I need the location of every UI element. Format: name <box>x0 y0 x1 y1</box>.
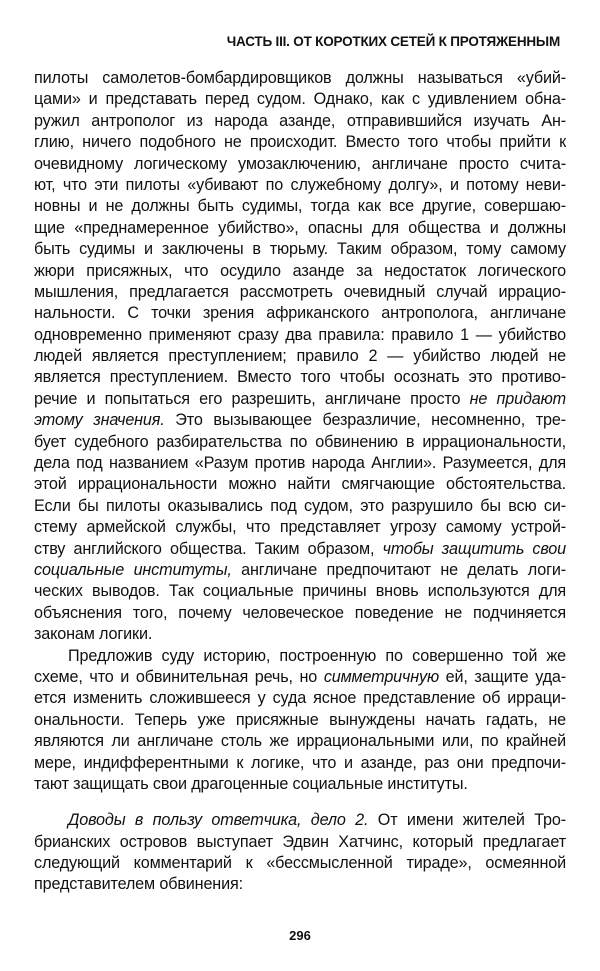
text-run: очевидному логическому умозаключению, англичане просто счита- <box>34 154 566 173</box>
text-line <box>34 410 566 431</box>
text-line <box>34 581 566 602</box>
text-line <box>34 688 566 709</box>
text-run: следующий комментарий к «бессмысленной тираде», осмеянной <box>34 854 566 873</box>
text-run: От имени жителей Тро- <box>368 811 566 830</box>
text-run: жюри присяжных, что осудило азанде за недостаток логического <box>34 261 566 280</box>
text-run: ется изменить сложившееся у суда ясное представление об ирраци- <box>34 689 566 708</box>
text-run: цами» и представать перед судом. Однако, как с удивлением обна- <box>34 90 566 109</box>
paragraph <box>34 68 566 646</box>
text-line <box>34 132 566 153</box>
text-run: мышления, предлагается рассмотреть очевидный случай иррацио- <box>34 282 566 301</box>
text-line <box>34 175 566 196</box>
text-line <box>34 218 566 239</box>
paragraph <box>34 646 566 796</box>
text-run: пилоты самолетов-бомбардировщиков должны называться «убий- <box>34 69 566 87</box>
text-run: щие «преднамеренное убийство», опасны для общества и должны <box>34 218 566 237</box>
text-line <box>34 68 566 89</box>
text-line <box>34 667 566 688</box>
text-line <box>34 432 566 453</box>
text-run: быть судимы и заключены в тюрьму. Таким образом, тому самому <box>34 240 566 259</box>
text-line <box>34 874 566 895</box>
text-line <box>34 111 566 132</box>
text-run: ческих выводов. Так социальные причины вновь используются для <box>34 582 566 601</box>
text-run: нальности. С точки зрения африканского антрополога, англичане <box>34 304 566 323</box>
text-line <box>34 624 566 645</box>
text-run: людей является преступлением; правило 2 — убийство людей не <box>34 347 566 366</box>
italic-text: Доводы в пользу ответчика, дело 2. <box>68 811 369 830</box>
text-run: тают защищать свои драгоценные социальные институты. <box>34 774 468 793</box>
text-line <box>34 603 566 624</box>
text-line <box>34 753 566 774</box>
text-line <box>34 710 566 731</box>
text-line <box>34 303 566 324</box>
text-run: ружил антрополог из народа азанде, отправившийся изучать Ан- <box>34 111 566 130</box>
text-run: брианских островов выступает Эдвин Хатчинс, который предлагает <box>34 832 566 851</box>
text-run: является преступлением. Вместо того чтобы осознать это противо- <box>34 368 566 387</box>
text-line <box>34 154 566 175</box>
paragraph <box>34 810 566 896</box>
text-line <box>34 853 566 874</box>
text-run: ству английского общества. Таким образом, <box>34 539 383 558</box>
text-line <box>34 261 566 282</box>
text-run: мере, индифферентными к логике, что и азанде, раз они предпочи- <box>34 753 566 772</box>
italic-text: этому значения. <box>34 411 165 430</box>
text-line <box>34 453 566 474</box>
text-run: дела под названием «Разум против народа Англии». Разумеется, для <box>34 454 566 473</box>
text-line <box>34 325 566 346</box>
text-line <box>34 496 566 517</box>
italic-text: симметричную <box>323 667 439 686</box>
text-line <box>34 367 566 388</box>
italic-text: не придают <box>469 389 566 408</box>
body-text <box>34 68 566 896</box>
italic-text: социальные институты, <box>34 560 232 579</box>
text-line <box>34 89 566 110</box>
text-run: объяснения того, почему человеческое поведение не подчиняется <box>34 603 566 622</box>
text-line <box>34 810 566 831</box>
text-run: законам логики. <box>34 625 153 644</box>
text-run: глию, ничего подобного не происходит. Вместо того чтобы прийти к <box>34 133 566 152</box>
running-header: ЧАСТЬ III. ОТ КОРОТКИХ СЕТЕЙ К ПРОТЯЖЕННЫМ <box>226 34 560 49</box>
text-run: Предложив суду историю, построенную по совершенно той же <box>68 646 566 665</box>
page-number: 296 <box>289 928 311 943</box>
italic-text: чтобы защитить свои <box>382 539 566 558</box>
paragraph-gap <box>34 795 566 810</box>
text-line <box>34 560 566 581</box>
text-run: представителем обвинения: <box>34 875 243 894</box>
text-run: одновременно применяют сразу два правила: правило 1 — убийство <box>34 325 566 344</box>
text-line <box>34 196 566 217</box>
text-line <box>34 389 566 410</box>
text-run: Если бы пилоты оказывались под судом, это разрушило бы всю си- <box>34 496 566 515</box>
text-run: являются ли англичане столь же иррациональными или, по крайней <box>34 732 566 751</box>
text-line <box>34 832 566 853</box>
text-line <box>34 282 566 303</box>
text-run: Это вызывающее безразличие, несомненно, тре- <box>164 411 566 430</box>
text-line <box>34 474 566 495</box>
text-run: ей, защите уда- <box>438 667 566 686</box>
text-run: ональности. Теперь уже присяжные вынуждены начать гадать, не <box>34 710 566 729</box>
text-line <box>34 646 566 667</box>
text-line <box>34 346 566 367</box>
text-run: схеме, что и обвинительная речь, но <box>34 667 324 686</box>
text-run: новны и не должны быть судимы, тогда как все другие, совершаю- <box>34 197 566 216</box>
text-run: стему армейской службы, что представляет угрозу самому устрой- <box>34 518 566 537</box>
text-run: ют, что эти пилоты «убивают по служебному долгу», и потому неви- <box>34 175 566 194</box>
text-run: бует судебного разбирательства по обвинению в иррациональности, <box>34 432 566 451</box>
text-line <box>34 539 566 560</box>
text-line <box>34 731 566 752</box>
text-line <box>34 517 566 538</box>
text-run: этой иррациональности можно найти смягчающие обстоятельства. <box>34 475 566 494</box>
text-run: речие и попытаться его разрешить, англичане просто <box>34 389 470 408</box>
text-line <box>34 774 566 795</box>
text-line <box>34 239 566 260</box>
text-run: англичане предпочитают не делать логи- <box>231 560 566 579</box>
